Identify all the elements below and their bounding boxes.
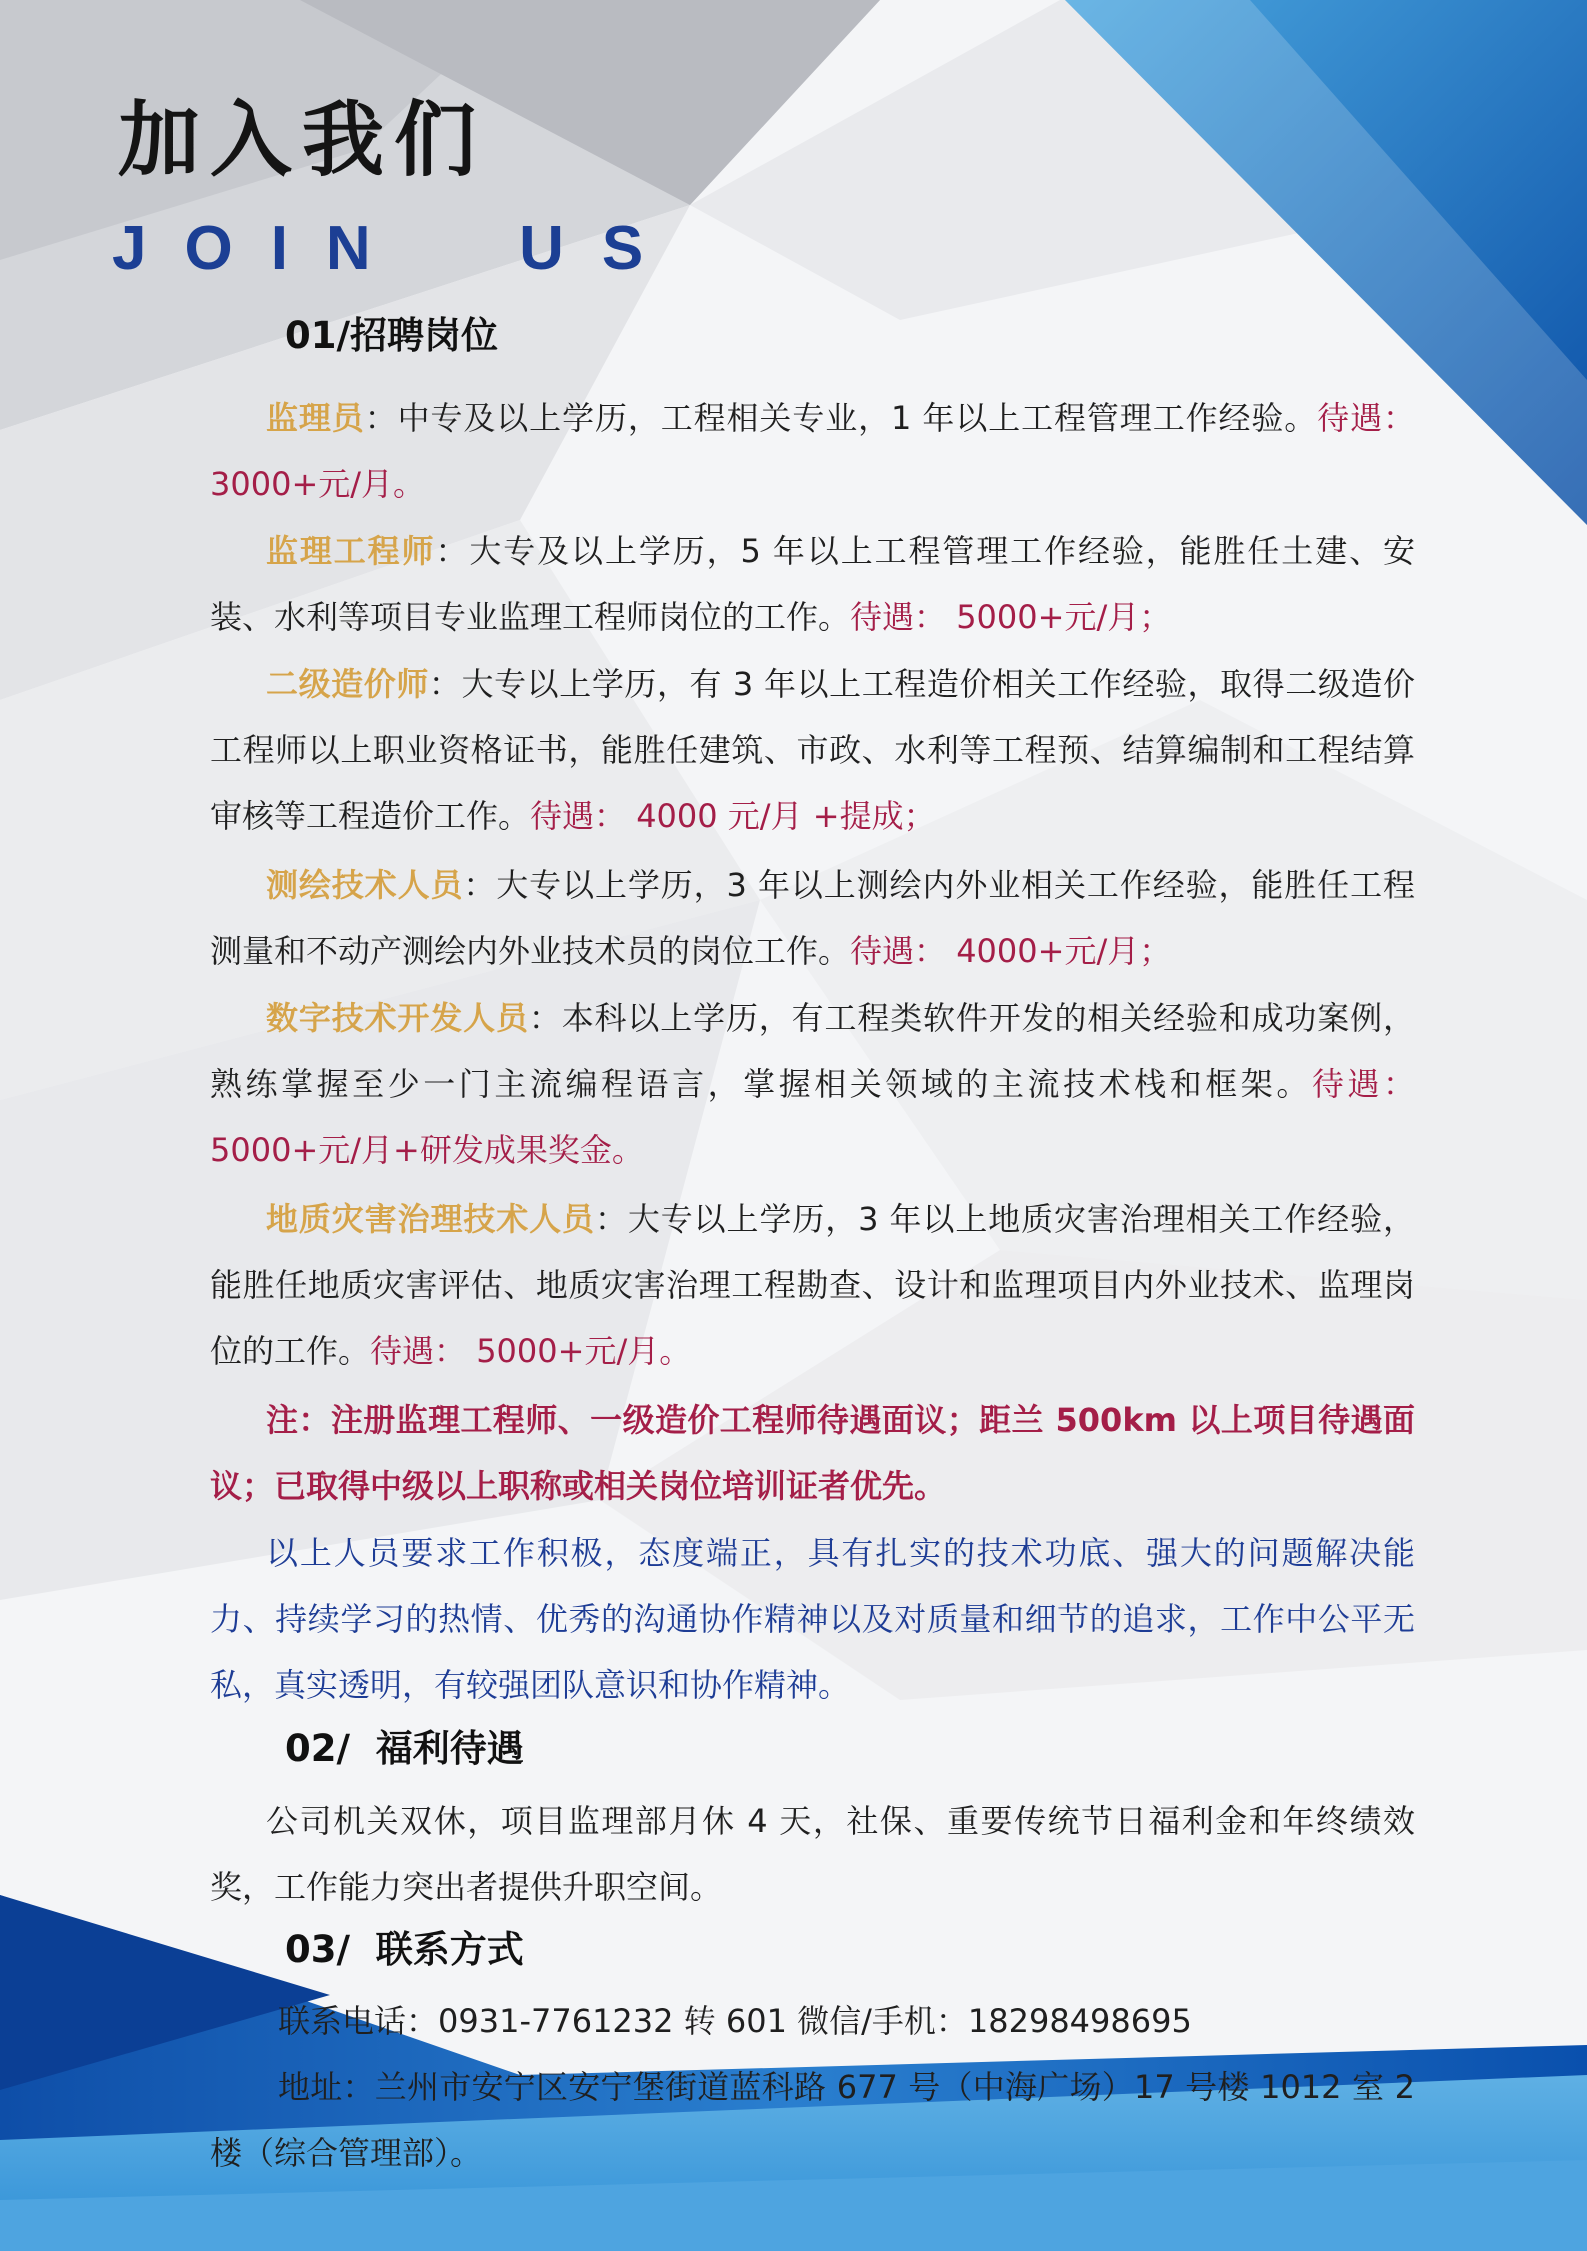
job-title: 二级造价师 [266,665,429,703]
job-pay: 待遇： 4000 元/月 +提成； [530,797,936,835]
job-pay: 待遇： 5000+元/月； [850,598,1172,636]
job-sep: ： [528,999,562,1037]
section-heading-positions: 01/招聘岗位 [285,314,499,357]
job-paragraph [210,518,1415,650]
job-desc: 中专及以上学历，工程相关专业，1 年以上工程管理工作经验。 [397,399,1318,437]
job-title: 监理员 [266,399,365,437]
contact-phone: 联系电话：0931-7761232 转 601 微信/手机：18298498695 [278,2002,1192,2040]
job-paragraph [210,985,1415,1183]
job-sep: ： [594,1200,628,1238]
job-sep: ： [463,866,497,904]
page-title: 加入我们 [118,93,487,188]
job-title: 数字技术开发人员 [266,999,529,1037]
job-desc: 本科以上学历，有工程类软件开发的相关经验和成功案例，熟练掌握至少一门主流编程语言，掌握相关领域的主流技术栈和框架。 [210,999,1415,1103]
job-paragraph [210,651,1415,849]
job-paragraph [210,852,1415,984]
job-desc: 大专以上学历，3 年以上地质灾害治理相关工作经验，能胜任地质灾害评估、地质灾害治理工程勘查、设计和监理项目内外业技术、监理岗位的工作。 [210,1200,1415,1370]
job-sep: ： [364,399,398,437]
job-paragraph [210,1186,1415,1384]
job-desc: 大专以上学历，有 3 年以上工程造价相关工作经验，取得二级造价工程师以上职业资格证书，能胜任建筑、市政、水利等工程预、结算编制和工程结算审核等工程造价工作。 [210,665,1415,835]
job-title: 地质灾害治理技术人员 [266,1200,595,1238]
job-paragraph [210,385,1415,517]
note-paragraph: 注：注册监理工程师、一级造价工程师待遇面议；距兰 500km 以上项目待遇面议；已取得中级以上职称或相关岗位培训证者优先。 [210,1401,1415,1505]
job-title: 测绘技术人员 [266,866,464,904]
page-subtitle-en: JOIN US [112,214,682,283]
job-desc: 大专及以上学历，5 年以上工程管理工作经验，能胜任土建、安装、水利等项目专业监理工程师岗位的工作。 [210,532,1415,636]
job-pay: 待遇： 5000+元/月。 [370,1332,692,1370]
job-pay: 待遇：3000+元/月。 [210,399,1415,503]
job-desc: 大专以上学历，3 年以上测绘内外业相关工作经验，能胜任工程测量和不动产测绘内外业技术员的岗位工作。 [210,866,1415,970]
section-heading-benefits: 02/ 福利待遇 [285,1727,524,1770]
job-sep: ： [428,665,462,703]
job-title: 监理工程师 [266,532,436,570]
requirements-paragraph: 以上人员要求工作积极，态度端正，具有扎实的技术功底、强大的问题解决能力、持续学习的热情、优秀的沟通协作精神以及对质量和细节的追求，工作中公平无私，真实透明，有较强团队意识和协作精神。 [210,1534,1415,1704]
job-sep: ： [435,532,470,570]
job-pay: 待遇： 4000+元/月； [850,932,1172,970]
job-pay: 待遇： 5000+元/月+研发成果奖金。 [210,1065,1415,1169]
contact-address: 地址：兰州市安宁区安宁堡街道蓝科路 677 号（中海广场）17 号楼 1012 室 2 楼（综合管理部）。 [210,2068,1415,2172]
section-heading-contact: 03/ 联系方式 [285,1928,524,1971]
benefits-paragraph: 公司机关双休，项目监理部月休 4 天，社保、重要传统节日福利金和年终绩效奖，工作能力突出者提供升职空间。 [210,1802,1415,1906]
